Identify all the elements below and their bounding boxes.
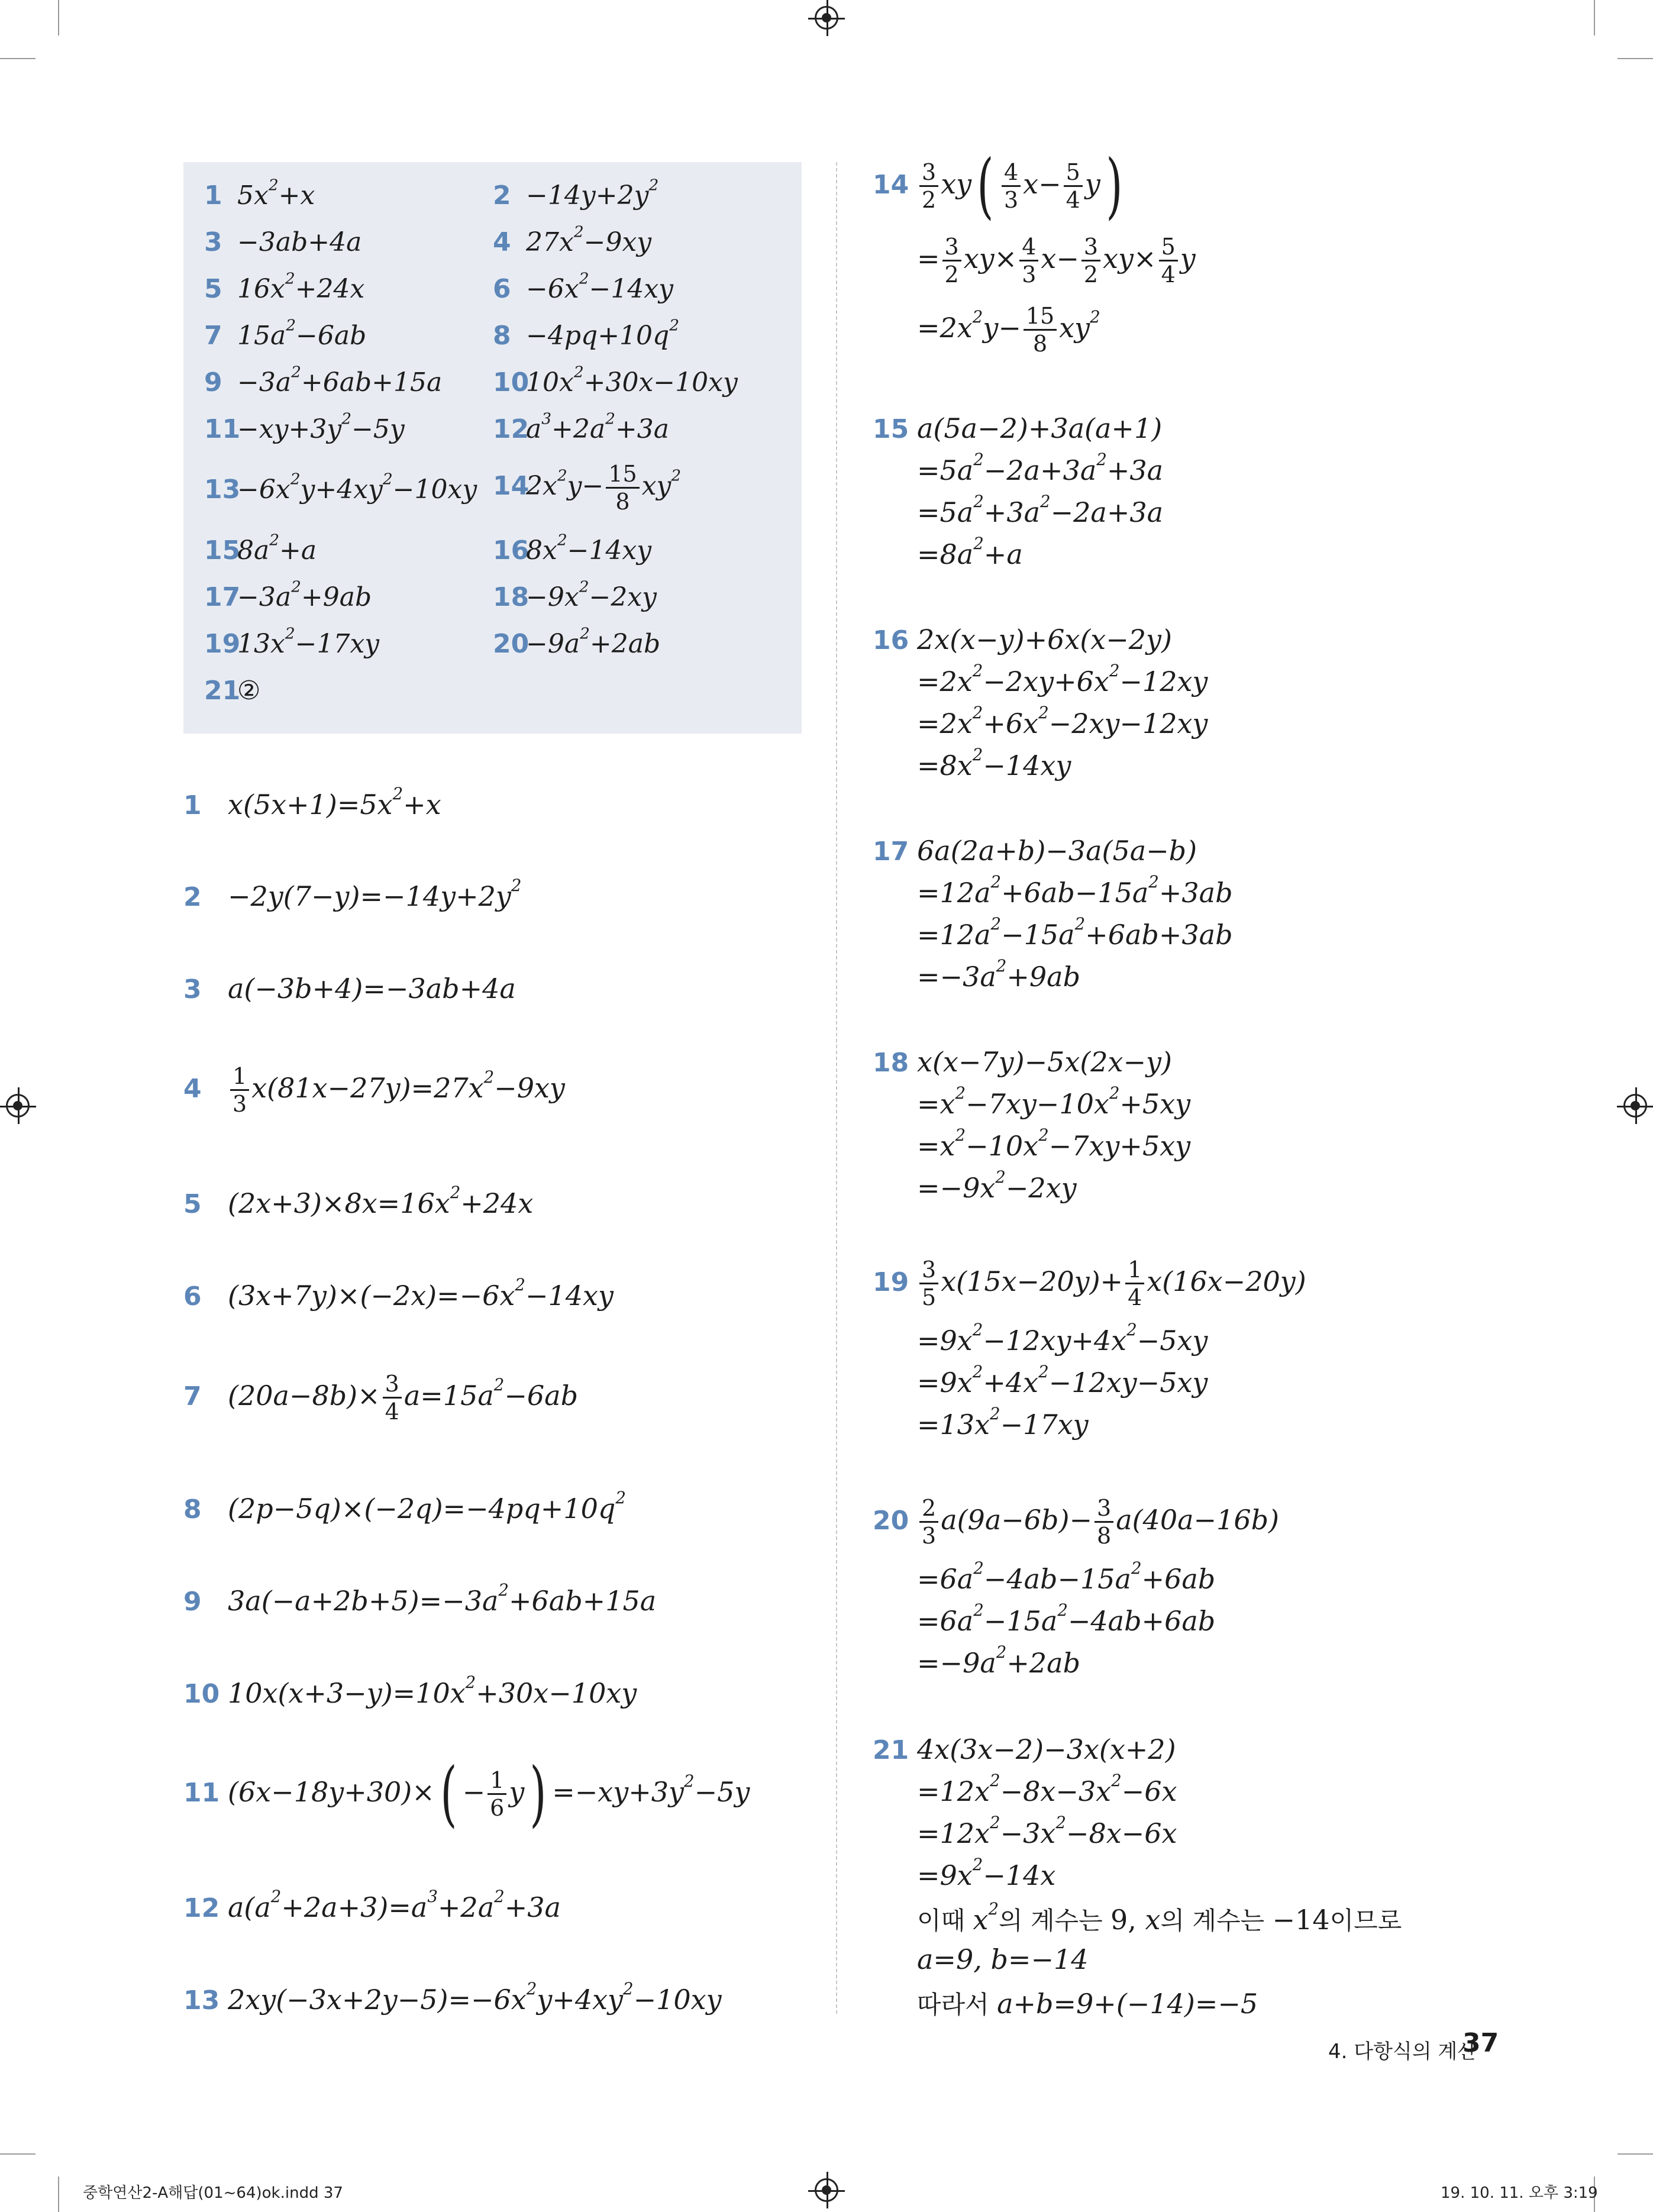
solution-21-step: $=9x^2-14x$ [917, 1855, 1056, 1891]
answer-12: $12a^3+2a^2+3a$ [493, 409, 670, 444]
solution-1: 1 $x(5x+1)=5x^2+x$ [183, 784, 441, 821]
solution-20-step: $=6a^2-15a^2-4ab+6ab$ [917, 1600, 1216, 1637]
solution-2: $2 -2y(7-y)=-14y+2y^2$ [183, 876, 522, 912]
solution-21-step: a=9, b=−14 [917, 1943, 1089, 1975]
page-number: 37 [1462, 2028, 1499, 2058]
solution-17-step: $=12a^2+6ab-15a^2+3ab$ [917, 872, 1233, 909]
answer-5: 5 $16x^2+24x$ [204, 269, 365, 304]
solution-3: 3 a(−3b+4)=−3ab+4a [183, 973, 516, 1005]
crop-mark [0, 58, 35, 59]
solution-17: 17 6a(2a+b)−3a(5a−b) [873, 835, 1197, 867]
answer-14: $142x^2y-$ $\frac{15}{8}$ $xy^2$ [493, 461, 682, 515]
solution-15: 15 a(5a−2)+3a(a+1) [873, 412, 1163, 444]
answer-17: $17-3a^2+9ab$ [204, 577, 372, 612]
answer-8: $8 -4pq+10q^2$ [493, 316, 680, 351]
answer-1: 1 $5x^2+x$ [204, 176, 315, 211]
answer-3: 3 −3ab+4a [204, 227, 362, 257]
registration-mark-left [6, 1094, 30, 1118]
solution-18: 18 x(x−7y)−5x(2x−y) [873, 1046, 1172, 1078]
solution-18-step: $=-9x^2-2xy$ [917, 1167, 1077, 1204]
solution-16-step: $=8x^2-14xy$ [917, 745, 1071, 782]
answer-21: 21② [204, 676, 261, 706]
solution-12: 12 $a(a^2+2a+3)=a^3+2a^2+3a$ [183, 1887, 561, 1923]
solution-16: 16 2x(x−y)+6x(x−2y) [873, 624, 1172, 655]
solution-21-conclusion: 따라서 a+b=9+(−14)=−5 [917, 1988, 1258, 2020]
answer-18: $18-9x^2-2xy$ [493, 577, 657, 612]
solution-15-step: $=5a^2-2a+3a^2+3a$ [917, 450, 1164, 486]
answer-20: $20-9a^2+2ab$ [493, 624, 661, 659]
solution-18-step: $=x^2-7xy-10x^2+5xy$ [917, 1083, 1191, 1120]
answer-13: $13-6x^2y+4xy^2-10xy$ [204, 470, 477, 505]
solution-19-step: $=9x^2-12xy+4x^2-5xy$ [917, 1320, 1208, 1357]
answer-6: $6 -6x^2-14xy$ [493, 269, 674, 304]
crop-mark [58, 2177, 59, 2212]
solution-14-step: = $\frac{3}{2}$ xy× $\frac{4}{3}$ x− $\frac{3}{2}$ xy× $\frac{5}{4}$ y [917, 234, 1196, 288]
answer-15: $158a^2+a$ [204, 531, 317, 566]
solution-14-step: $=2x^2y-$ $\frac{15}{8}$ $xy^2$ [917, 303, 1100, 357]
print-slug-timestamp: 19. 10. 11. 오후 3:19 [1441, 2184, 1598, 2202]
print-slug-filename: 중학연산2-A해답(01~64)ok.indd 37 [83, 2184, 343, 2202]
solution-17-step: $=-3a^2+9ab$ [917, 956, 1081, 993]
solution-14: 14 $\frac{3}{2}$ xy( $\frac{4}{3}$ x− $\frac{5}{4}$ y) [873, 144, 1123, 227]
solution-10: 10 $10x(x+3-y)=10x^2+30x-10xy$ [183, 1672, 637, 1709]
solution-16-step: $=2x^2-2xy+6x^2-12xy$ [917, 661, 1208, 697]
solution-9: 9 $3a(-a+2b+5)=-3a^2+6ab+15a$ [183, 1580, 657, 1617]
registration-mark-top [815, 6, 838, 30]
answer-10: $1010x^2+30x-10xy$ [493, 363, 738, 398]
solution-4: 4 $\frac{1}{3}$ $x(81x-27y)=27x^2-9xy$ [183, 1063, 565, 1117]
solution-11: 11 (6x−18y+30)×( − $\frac{1}{6}$ $y) =-xy+3y^2-5y$ [183, 1752, 750, 1835]
solution-7: 7 (20a−8b)× $\frac{3}{4}$ $a=15a^2-6ab$ [183, 1371, 579, 1425]
solution-17-step: $=12a^2-15a^2+6ab+3ab$ [917, 914, 1233, 951]
solution-20-step: $=6a^2-4ab-15a^2+6ab$ [917, 1558, 1216, 1595]
solution-21: 21 4x(3x−2)−3x(x+2) [873, 1733, 1176, 1765]
answer-4: 4 $27x^2-9xy$ [493, 222, 652, 257]
answer-9: $9 -3a^2+6ab+15a$ [204, 363, 443, 398]
solution-16-step: $=2x^2+6x^2-2xy-12xy$ [917, 703, 1208, 740]
solution-8: 8 $(2p-5q)\times(-2q)=-4pq+10q^2$ [183, 1488, 626, 1525]
solution-19-step: $=9x^2+4x^2-12xy-5xy$ [917, 1362, 1208, 1399]
solution-15-step: $=5a^2+3a^2-2a+3a$ [917, 492, 1164, 528]
solution-21-step: $=12x^2-8x-3x^2-6x$ [917, 1771, 1177, 1807]
crop-mark [1618, 58, 1653, 59]
chapter-title: 4. 다항식의 계산 [1328, 2040, 1477, 2064]
crop-mark [0, 2153, 35, 2155]
answer-11: $11-xy+3y^2-5y$ [204, 409, 405, 444]
answer-2: $2 -14y+2y^2$ [493, 176, 659, 211]
crop-mark [1618, 2153, 1653, 2155]
registration-mark-bottom [815, 2178, 838, 2202]
solution-21-step: $=12x^2-3x^2-8x-6x$ [917, 1813, 1177, 1849]
crop-mark [1594, 0, 1595, 35]
solution-20-step: $=-9a^2+2ab$ [917, 1642, 1081, 1679]
answer-16: $168x^2-14xy$ [493, 531, 652, 566]
solution-5: 5 $(2x+3)\times 8x=16x^2+24x$ [183, 1183, 534, 1219]
solution-6: 6 $(3x+7y)\times(-2x)=-6x^2-14xy$ [183, 1275, 614, 1312]
registration-mark-right [1623, 1094, 1647, 1118]
answer-7: 7 $15a^2-6ab$ [204, 316, 367, 351]
solution-20: 20 $\frac{2}{3}$ a(9a−6b)− $\frac{3}{8}$ a(40a−16b) [873, 1495, 1279, 1549]
solution-21-explanation: 이때 $x^2$의 계수는 9, x의 계수는 −14이므로 [917, 1899, 1402, 1936]
column-divider [836, 162, 837, 2014]
solution-15-step: $=8a^2+a$ [917, 534, 1023, 570]
answer-19: $1913x^2-17xy$ [204, 624, 380, 659]
crop-mark [58, 0, 59, 35]
solution-19-step: $=13x^2-17xy$ [917, 1404, 1089, 1441]
solution-18-step: $=x^2-10x^2-7xy+5xy$ [917, 1125, 1191, 1162]
solution-19: 19 $\frac{3}{5}$ x(15x−20y)+ $\frac{1}{4}$ x(16x−20y) [873, 1257, 1306, 1310]
solution-13: 13 $2xy(-3x+2y-5)=-6x^2y+4xy^2-10xy$ [183, 1979, 722, 2016]
